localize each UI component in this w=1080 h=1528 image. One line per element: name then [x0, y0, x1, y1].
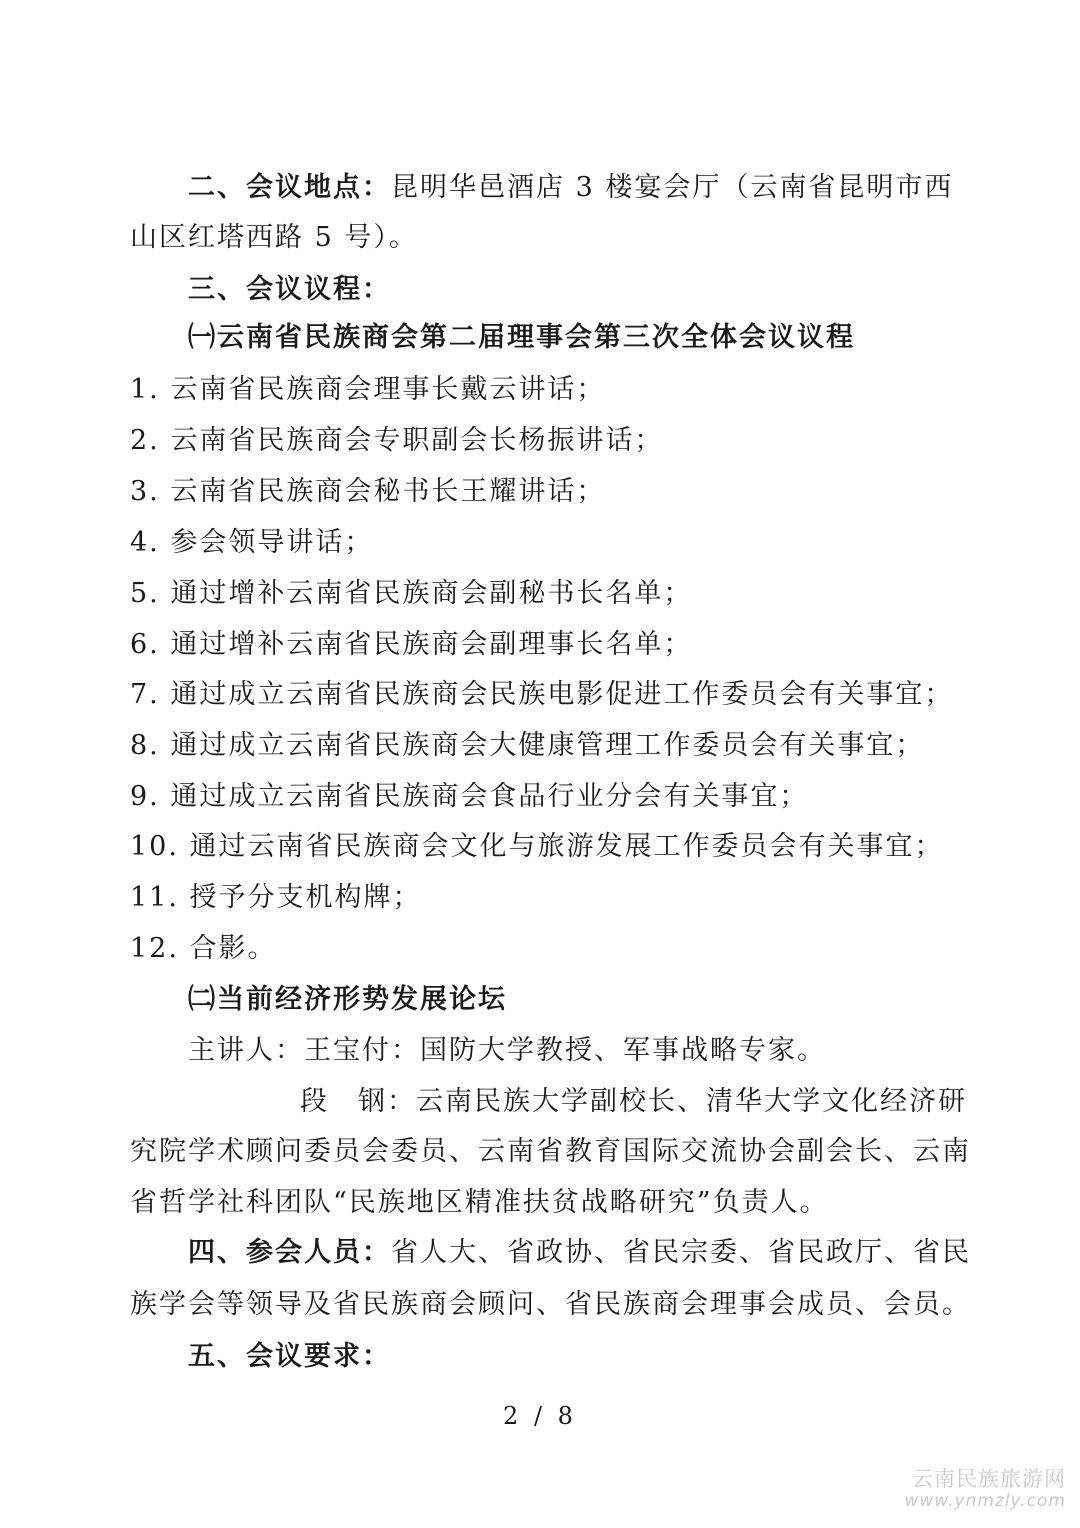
agenda-item: 3. 云南省民族商会秘书长王耀讲话； [130, 476, 606, 507]
watermark [904, 1468, 1066, 1512]
agenda-item: 9. 通过成立云南省民族商会食品行业分会有关事宜； [130, 781, 809, 812]
agenda-item: 4. 参会领导讲话； [130, 527, 374, 558]
section2-line1 [188, 168, 960, 208]
section3-sub1-title: ㈠云南省民族商会第二届理事会第三次全体会议议程 [188, 322, 855, 353]
speaker-line: 主讲人：王宝付：国防大学教授、军事战略专家。 [188, 1035, 826, 1066]
agenda-item: 12. 合影。 [130, 933, 277, 964]
watermark-url: www.ynmzly.com [904, 1491, 1066, 1511]
agenda-item: 2. 云南省民族商会专职副会长杨振讲话； [130, 425, 664, 456]
agenda-item: 10. 通过云南省民族商会文化与旅游发展工作委员会有关事宜； [130, 831, 944, 862]
agenda-item: 11. 授予分支机构牌； [130, 882, 422, 913]
agenda-item: 8. 通过成立云南省民族商会大健康管理工作委员会有关事宜； [130, 730, 925, 761]
section2-text-line2: 山区红塔西路 5 号）。 [130, 222, 418, 253]
watermark-title: 云南民族旅游网 [912, 1467, 1066, 1491]
section5-heading: 五、会议要求： [188, 1341, 391, 1372]
speaker-line: 究院学术顾问委员会委员、云南省教育国际交流协会副会长、云南 [130, 1136, 971, 1167]
agenda-item: 1. 云南省民族商会理事长戴云讲话； [130, 374, 606, 405]
section2-heading: 二、会议地点： [188, 172, 391, 203]
speaker-line: 段 钢：云南民族大学副校长、清华大学文化经济研 [300, 1086, 967, 1117]
section3-heading: 三、会议议程： [188, 274, 391, 305]
section4-line1 [188, 1233, 971, 1273]
section2-text-line1: 昆明华邑酒店 3 楼宴会厅（云南省昆明市西 [391, 172, 954, 203]
section3-sub2-title: ㈡当前经济形势发展论坛 [188, 984, 507, 1015]
agenda-item: 6. 通过增补云南省民族商会副理事长名单； [130, 629, 693, 660]
section4-text-line2: 族学会等领导及省民族商会顾问、省民族商会理事会成员、会员。 [130, 1289, 971, 1320]
page-number: 2 / 8 [503, 1402, 577, 1430]
agenda-item: 5. 通过增补云南省民族商会副秘书长名单； [130, 578, 693, 609]
section4-text-line1: 省人大、省政协、省民宗委、省民政厅、省民 [391, 1237, 971, 1268]
speaker-line: 省哲学社科团队“民族地区精准扶贫战略研究”负责人。 [130, 1187, 829, 1218]
agenda-item: 7. 通过成立云南省民族商会民族电影促进工作委员会有关事宜； [130, 679, 954, 710]
section4-heading: 四、参会人员： [188, 1237, 391, 1268]
